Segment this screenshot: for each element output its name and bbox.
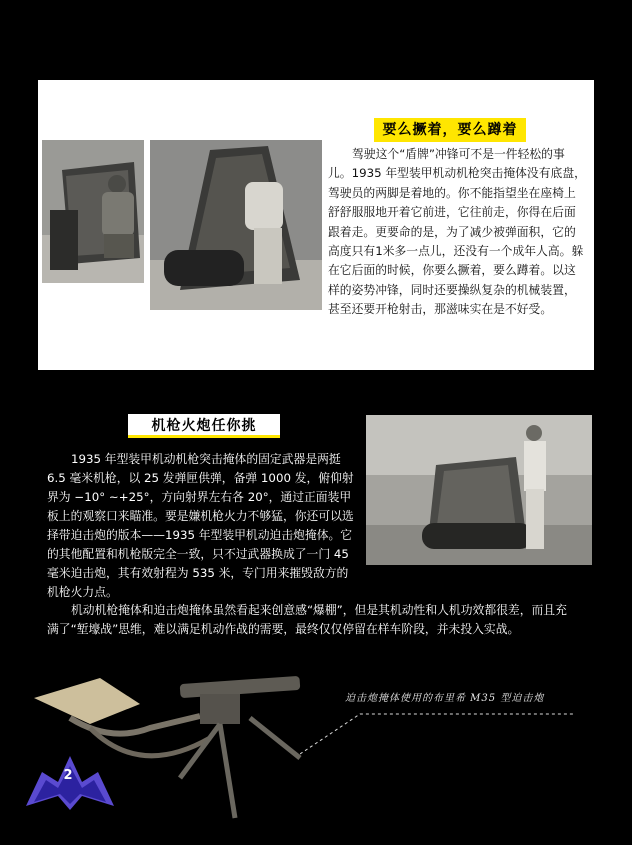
section-title-crouch: 要么撅着，要么蹲着 xyxy=(374,118,526,142)
mortar-caption: 迫击炮掩体使用的布里希 M35 型迫击炮 xyxy=(345,693,545,704)
section-body-crouch: 驾驶这个“盾牌”冲锋可不是一件轻松的事儿。1935 年型装甲机动机枪突击掩体没有底盘，驾驶员的两脚是着地的。你不能指望坐在座椅上舒舒服服地开着它前进，它往前走，你得在后面跟着走。更要命的是，为了减少被弹面积，它的高度只有1米多一点儿，还没有一个成年人高。躲在它后面的时候，你要么撅着，要么蹲着。以这样的姿势冲锋，同时还要操纵复杂的机械装置，甚至还要开枪射击，那滋味实在是不好受。 xyxy=(328,147,586,317)
section-body-weapons-1: 1935 年型装甲机动机枪突击掩体的固定武器是两挺 6.5 毫米机枪，以 25 发弹匣供弹，备弹 1000 发，俯仰射界为 −10° ~+25°，方向射界左右各 20°，通过正面装甲板上的观察口来瞄准。要是嫌机枪火力不够猛，你还可以选择带迫击炮的版本——1935 年型装甲机动迫击炮掩体。它的其他配置和机枪版完全一致，只不过武器换成了一门 45 毫米迫击炮，其有效射程为 535 米，专门用来摧毁敌方的机枪火力点。 xyxy=(47,452,354,599)
caption-leader-line xyxy=(300,706,575,756)
section-title-weapons: 机枪火炮任你挑 xyxy=(128,414,280,438)
photo-soldier-rear-view xyxy=(42,140,144,283)
photo-man-beside-vehicle xyxy=(366,415,592,565)
section-body-weapons-2: 机动机枪掩体和迫击炮掩体虽然看起来创意感“爆棚”，但是其机动性和人机功效都很差，而且充满了“堑壕战”思维，难以满足机动作战的需要，最终仅仅停留在样车阶段，并未投入实战。 xyxy=(47,603,567,636)
photo-man-behind-shield xyxy=(150,140,322,310)
page-number: 2 xyxy=(63,768,73,783)
